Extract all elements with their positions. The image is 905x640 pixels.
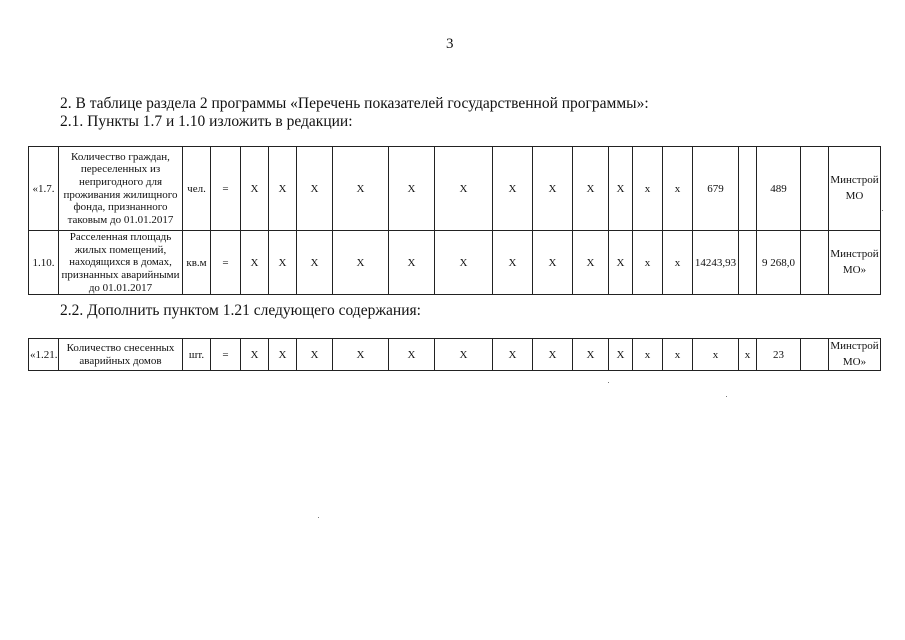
value-3: 489 (757, 147, 801, 231)
cell: X (493, 147, 533, 231)
scan-speck (318, 517, 319, 518)
value-3: 23 (757, 339, 801, 371)
cell: X (609, 339, 633, 371)
cell: X (573, 147, 609, 231)
cell: x (663, 147, 693, 231)
row-number: «1.21. (29, 339, 59, 371)
sign: = (211, 339, 241, 371)
table-row (29, 339, 881, 371)
cell: X (533, 339, 573, 371)
value-4 (801, 147, 829, 231)
cell: X (297, 231, 333, 295)
cell: X (533, 147, 573, 231)
value-1: 14243,93 (693, 231, 739, 295)
value-2: x (739, 339, 757, 371)
unit: шт. (183, 339, 211, 371)
value-1: x (693, 339, 739, 371)
cell: X (389, 147, 435, 231)
page-number: 3 (446, 36, 454, 52)
cell: X (573, 339, 609, 371)
paragraph-2: 2. В таблице раздела 2 программы «Перечень показателей государственной программы»: (60, 95, 649, 112)
scan-speck (882, 210, 883, 211)
value-4 (801, 339, 829, 371)
value-1: 679 (693, 147, 739, 231)
value-3: 9 268,0 (757, 231, 801, 295)
table-row (29, 147, 881, 231)
cell: X (297, 147, 333, 231)
cell: X (435, 339, 493, 371)
value-4 (801, 231, 829, 295)
indicator-name: Расселенная площадь жилых помещений, находящихся в домах, признанных аварийными до 01.01.2017 (59, 231, 183, 295)
cell: X (269, 231, 297, 295)
cell: X (269, 147, 297, 231)
cell: x (633, 231, 663, 295)
cell: X (333, 339, 389, 371)
paragraph-2-1: 2.1. Пункты 1.7 и 1.10 изложить в редакции: (60, 113, 353, 130)
responsible-org: Минстрой МО» (829, 231, 881, 295)
cell: X (269, 339, 297, 371)
indicator-name: Количество снесенных аварийных домов (59, 339, 183, 371)
cell: X (241, 231, 269, 295)
cell: x (663, 231, 693, 295)
scan-speck (726, 396, 727, 397)
unit: кв.м (183, 231, 211, 295)
value-2 (739, 147, 757, 231)
cell: X (241, 147, 269, 231)
cell: X (609, 231, 633, 295)
cell: X (493, 339, 533, 371)
cell: x (633, 339, 663, 371)
sign: = (211, 147, 241, 231)
cell: X (609, 147, 633, 231)
responsible-org: Минстрой МО» (829, 339, 881, 371)
value-2 (739, 231, 757, 295)
table-row (29, 231, 881, 295)
cell: x (633, 147, 663, 231)
cell: X (241, 339, 269, 371)
cell: X (297, 339, 333, 371)
cell: X (333, 147, 389, 231)
cell: X (389, 231, 435, 295)
row-number: 1.10. (29, 231, 59, 295)
cell: X (333, 231, 389, 295)
cell: X (493, 231, 533, 295)
indicators-table-1 (28, 146, 881, 295)
indicators-table-2 (28, 338, 881, 371)
cell: X (389, 339, 435, 371)
paragraph-2-2: 2.2. Дополнить пунктом 1.21 следующего содержания: (60, 302, 421, 319)
unit: чел. (183, 147, 211, 231)
scan-speck (608, 382, 609, 383)
cell: x (663, 339, 693, 371)
cell: X (573, 231, 609, 295)
indicator-name: Количество граждан, переселенных из непригодного для проживания жилищного фонда, признанного таковым до 01.01.2017 (59, 147, 183, 231)
cell: X (533, 231, 573, 295)
cell: X (435, 147, 493, 231)
row-number: «1.7. (29, 147, 59, 231)
sign: = (211, 231, 241, 295)
cell: X (435, 231, 493, 295)
responsible-org: Минстрой МО (829, 147, 881, 231)
